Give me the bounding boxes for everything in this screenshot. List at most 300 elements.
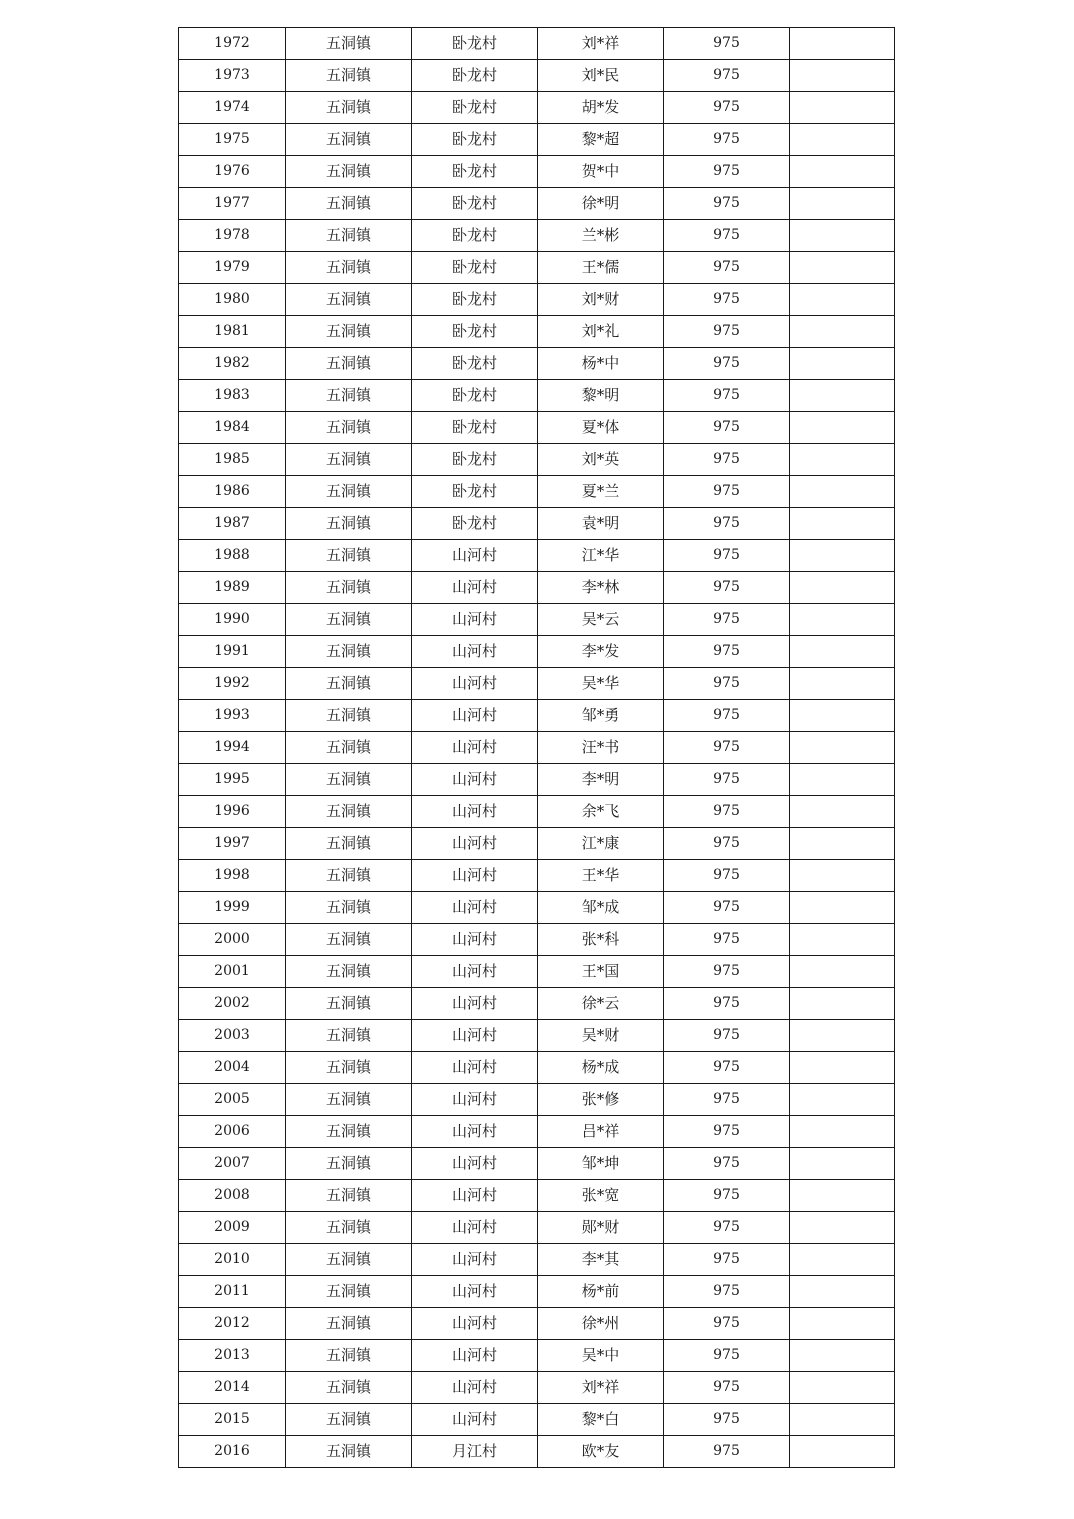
person-name-cell: 王*国: [538, 956, 664, 988]
note-cell: [790, 92, 895, 124]
amount-cell: 975: [664, 796, 790, 828]
amount-cell: 975: [664, 1404, 790, 1436]
town-cell: 五洞镇: [286, 252, 412, 284]
row-number-cell: 2010: [179, 1244, 286, 1276]
person-name-cell: 郧*财: [538, 1212, 664, 1244]
town-cell: 五洞镇: [286, 60, 412, 92]
row-number-cell: 1981: [179, 316, 286, 348]
table-row: [179, 892, 895, 924]
person-name-cell: 刘*财: [538, 284, 664, 316]
note-cell: [790, 380, 895, 412]
note-cell: [790, 348, 895, 380]
note-cell: [790, 732, 895, 764]
row-number-cell: 2002: [179, 988, 286, 1020]
row-number-cell: 1973: [179, 60, 286, 92]
table-row: [179, 668, 895, 700]
person-name-cell: 黎*明: [538, 380, 664, 412]
note-cell: [790, 1116, 895, 1148]
village-cell: 山河村: [412, 892, 538, 924]
note-cell: [790, 572, 895, 604]
person-name-cell: 夏*兰: [538, 476, 664, 508]
person-name-cell: 袁*明: [538, 508, 664, 540]
village-cell: 卧龙村: [412, 316, 538, 348]
amount-cell: 975: [664, 444, 790, 476]
amount-cell: 975: [664, 476, 790, 508]
note-cell: [790, 1084, 895, 1116]
row-number-cell: 1992: [179, 668, 286, 700]
note-cell: [790, 1212, 895, 1244]
person-name-cell: 胡*发: [538, 92, 664, 124]
amount-cell: 975: [664, 284, 790, 316]
row-number-cell: 1982: [179, 348, 286, 380]
row-number-cell: 2008: [179, 1180, 286, 1212]
table-row: [179, 764, 895, 796]
village-cell: 山河村: [412, 1116, 538, 1148]
row-number-cell: 2011: [179, 1276, 286, 1308]
village-cell: 山河村: [412, 572, 538, 604]
row-number-cell: 2001: [179, 956, 286, 988]
person-name-cell: 刘*祥: [538, 1372, 664, 1404]
amount-cell: 975: [664, 1276, 790, 1308]
person-name-cell: 邹*勇: [538, 700, 664, 732]
row-number-cell: 2014: [179, 1372, 286, 1404]
village-cell: 山河村: [412, 1276, 538, 1308]
village-cell: 卧龙村: [412, 380, 538, 412]
note-cell: [790, 988, 895, 1020]
person-name-cell: 徐*云: [538, 988, 664, 1020]
amount-cell: 975: [664, 572, 790, 604]
row-number-cell: 1975: [179, 124, 286, 156]
amount-cell: 975: [664, 412, 790, 444]
town-cell: 五洞镇: [286, 1276, 412, 1308]
table-row: [179, 28, 895, 60]
person-name-cell: 李*明: [538, 764, 664, 796]
table-row: [179, 508, 895, 540]
row-number-cell: 1991: [179, 636, 286, 668]
table-row: [179, 1436, 895, 1468]
table-row: [179, 60, 895, 92]
note-cell: [790, 1308, 895, 1340]
town-cell: 五洞镇: [286, 1052, 412, 1084]
village-cell: 山河村: [412, 1212, 538, 1244]
table-row: [179, 348, 895, 380]
amount-cell: 975: [664, 1436, 790, 1468]
row-number-cell: 1984: [179, 412, 286, 444]
village-cell: 卧龙村: [412, 124, 538, 156]
person-name-cell: 夏*体: [538, 412, 664, 444]
table-row: [179, 1276, 895, 1308]
person-name-cell: 余*飞: [538, 796, 664, 828]
table-row: [179, 700, 895, 732]
village-cell: 山河村: [412, 988, 538, 1020]
amount-cell: 975: [664, 1180, 790, 1212]
village-cell: 山河村: [412, 860, 538, 892]
town-cell: 五洞镇: [286, 284, 412, 316]
note-cell: [790, 220, 895, 252]
row-number-cell: 2004: [179, 1052, 286, 1084]
row-number-cell: 1985: [179, 444, 286, 476]
person-name-cell: 王*儒: [538, 252, 664, 284]
town-cell: 五洞镇: [286, 124, 412, 156]
person-name-cell: 吴*云: [538, 604, 664, 636]
note-cell: [790, 1020, 895, 1052]
town-cell: 五洞镇: [286, 188, 412, 220]
person-name-cell: 杨*成: [538, 1052, 664, 1084]
amount-cell: 975: [664, 988, 790, 1020]
table-row: [179, 796, 895, 828]
table-row: [179, 188, 895, 220]
person-name-cell: 刘*英: [538, 444, 664, 476]
village-cell: 卧龙村: [412, 188, 538, 220]
person-name-cell: 江*华: [538, 540, 664, 572]
table-row: [179, 1148, 895, 1180]
note-cell: [790, 828, 895, 860]
note-cell: [790, 252, 895, 284]
village-cell: 卧龙村: [412, 412, 538, 444]
note-cell: [790, 412, 895, 444]
person-name-cell: 黎*白: [538, 1404, 664, 1436]
town-cell: 五洞镇: [286, 348, 412, 380]
row-number-cell: 1996: [179, 796, 286, 828]
town-cell: 五洞镇: [286, 1372, 412, 1404]
table-row: [179, 956, 895, 988]
table-row: [179, 1404, 895, 1436]
amount-cell: 975: [664, 220, 790, 252]
table-row: [179, 156, 895, 188]
amount-cell: 975: [664, 764, 790, 796]
table-row: [179, 124, 895, 156]
table-row: [179, 444, 895, 476]
person-name-cell: 李*其: [538, 1244, 664, 1276]
village-cell: 月江村: [412, 1436, 538, 1468]
amount-cell: 975: [664, 1244, 790, 1276]
town-cell: 五洞镇: [286, 1180, 412, 1212]
amount-cell: 975: [664, 604, 790, 636]
person-name-cell: 王*华: [538, 860, 664, 892]
amount-cell: 975: [664, 1340, 790, 1372]
table-row: [179, 732, 895, 764]
village-cell: 卧龙村: [412, 252, 538, 284]
village-cell: 卧龙村: [412, 284, 538, 316]
amount-cell: 975: [664, 188, 790, 220]
roster-table: [178, 27, 895, 1468]
person-name-cell: 刘*民: [538, 60, 664, 92]
note-cell: [790, 668, 895, 700]
town-cell: 五洞镇: [286, 1340, 412, 1372]
village-cell: 山河村: [412, 1084, 538, 1116]
note-cell: [790, 188, 895, 220]
person-name-cell: 张*科: [538, 924, 664, 956]
town-cell: 五洞镇: [286, 508, 412, 540]
village-cell: 山河村: [412, 1020, 538, 1052]
row-number-cell: 2013: [179, 1340, 286, 1372]
table-row: [179, 92, 895, 124]
amount-cell: 975: [664, 1020, 790, 1052]
note-cell: [790, 476, 895, 508]
row-number-cell: 1998: [179, 860, 286, 892]
amount-cell: 975: [664, 1212, 790, 1244]
roster-table-body: [179, 28, 895, 1468]
amount-cell: 975: [664, 316, 790, 348]
person-name-cell: 杨*前: [538, 1276, 664, 1308]
note-cell: [790, 124, 895, 156]
town-cell: 五洞镇: [286, 796, 412, 828]
person-name-cell: 刘*祥: [538, 28, 664, 60]
row-number-cell: 2015: [179, 1404, 286, 1436]
village-cell: 卧龙村: [412, 156, 538, 188]
table-row: [179, 1052, 895, 1084]
row-number-cell: 1994: [179, 732, 286, 764]
table-row: [179, 252, 895, 284]
row-number-cell: 1986: [179, 476, 286, 508]
person-name-cell: 吴*中: [538, 1340, 664, 1372]
row-number-cell: 2009: [179, 1212, 286, 1244]
table-row: [179, 636, 895, 668]
village-cell: 山河村: [412, 1244, 538, 1276]
amount-cell: 975: [664, 1308, 790, 1340]
table-row: [179, 1116, 895, 1148]
row-number-cell: 1972: [179, 28, 286, 60]
amount-cell: 975: [664, 956, 790, 988]
town-cell: 五洞镇: [286, 860, 412, 892]
amount-cell: 975: [664, 28, 790, 60]
town-cell: 五洞镇: [286, 764, 412, 796]
row-number-cell: 1978: [179, 220, 286, 252]
row-number-cell: 1979: [179, 252, 286, 284]
table-row: [179, 604, 895, 636]
amount-cell: 975: [664, 540, 790, 572]
village-cell: 山河村: [412, 956, 538, 988]
town-cell: 五洞镇: [286, 316, 412, 348]
note-cell: [790, 796, 895, 828]
note-cell: [790, 316, 895, 348]
table-row: [179, 380, 895, 412]
village-cell: 山河村: [412, 1148, 538, 1180]
town-cell: 五洞镇: [286, 892, 412, 924]
person-name-cell: 刘*礼: [538, 316, 664, 348]
row-number-cell: 1988: [179, 540, 286, 572]
amount-cell: 975: [664, 892, 790, 924]
person-name-cell: 张*修: [538, 1084, 664, 1116]
village-cell: 山河村: [412, 1372, 538, 1404]
amount-cell: 975: [664, 828, 790, 860]
town-cell: 五洞镇: [286, 828, 412, 860]
town-cell: 五洞镇: [286, 444, 412, 476]
town-cell: 五洞镇: [286, 924, 412, 956]
amount-cell: 975: [664, 508, 790, 540]
person-name-cell: 邹*成: [538, 892, 664, 924]
note-cell: [790, 284, 895, 316]
table-row: [179, 476, 895, 508]
person-name-cell: 邹*坤: [538, 1148, 664, 1180]
row-number-cell: 2005: [179, 1084, 286, 1116]
town-cell: 五洞镇: [286, 572, 412, 604]
amount-cell: 975: [664, 348, 790, 380]
village-cell: 山河村: [412, 700, 538, 732]
village-cell: 山河村: [412, 1052, 538, 1084]
village-cell: 卧龙村: [412, 92, 538, 124]
town-cell: 五洞镇: [286, 1308, 412, 1340]
table-row: [179, 572, 895, 604]
town-cell: 五洞镇: [286, 156, 412, 188]
note-cell: [790, 860, 895, 892]
row-number-cell: 1990: [179, 604, 286, 636]
row-number-cell: 1980: [179, 284, 286, 316]
town-cell: 五洞镇: [286, 732, 412, 764]
village-cell: 卧龙村: [412, 444, 538, 476]
note-cell: [790, 28, 895, 60]
note-cell: [790, 60, 895, 92]
amount-cell: 975: [664, 860, 790, 892]
note-cell: [790, 1404, 895, 1436]
village-cell: 卧龙村: [412, 476, 538, 508]
amount-cell: 975: [664, 252, 790, 284]
village-cell: 山河村: [412, 1340, 538, 1372]
town-cell: 五洞镇: [286, 1244, 412, 1276]
person-name-cell: 汪*书: [538, 732, 664, 764]
table-row: [179, 1084, 895, 1116]
row-number-cell: 1983: [179, 380, 286, 412]
table-row: [179, 1180, 895, 1212]
amount-cell: 975: [664, 668, 790, 700]
row-number-cell: 1997: [179, 828, 286, 860]
table-row: [179, 412, 895, 444]
row-number-cell: 1974: [179, 92, 286, 124]
village-cell: 山河村: [412, 636, 538, 668]
village-cell: 山河村: [412, 1308, 538, 1340]
person-name-cell: 李*林: [538, 572, 664, 604]
table-row: [179, 860, 895, 892]
person-name-cell: 贺*中: [538, 156, 664, 188]
note-cell: [790, 636, 895, 668]
note-cell: [790, 1372, 895, 1404]
town-cell: 五洞镇: [286, 1116, 412, 1148]
town-cell: 五洞镇: [286, 28, 412, 60]
town-cell: 五洞镇: [286, 604, 412, 636]
village-cell: 山河村: [412, 732, 538, 764]
note-cell: [790, 700, 895, 732]
village-cell: 山河村: [412, 1180, 538, 1212]
table-row: [179, 220, 895, 252]
person-name-cell: 李*发: [538, 636, 664, 668]
amount-cell: 975: [664, 60, 790, 92]
note-cell: [790, 1180, 895, 1212]
note-cell: [790, 764, 895, 796]
person-name-cell: 欧*友: [538, 1436, 664, 1468]
note-cell: [790, 1244, 895, 1276]
town-cell: 五洞镇: [286, 540, 412, 572]
row-number-cell: 2016: [179, 1436, 286, 1468]
town-cell: 五洞镇: [286, 956, 412, 988]
village-cell: 山河村: [412, 540, 538, 572]
row-number-cell: 2012: [179, 1308, 286, 1340]
town-cell: 五洞镇: [286, 220, 412, 252]
note-cell: [790, 924, 895, 956]
town-cell: 五洞镇: [286, 636, 412, 668]
table-row: [179, 1020, 895, 1052]
row-number-cell: 1999: [179, 892, 286, 924]
note-cell: [790, 508, 895, 540]
table-row: [179, 316, 895, 348]
person-name-cell: 兰*彬: [538, 220, 664, 252]
table-row: [179, 284, 895, 316]
note-cell: [790, 1276, 895, 1308]
village-cell: 卧龙村: [412, 60, 538, 92]
row-number-cell: 2006: [179, 1116, 286, 1148]
amount-cell: 975: [664, 124, 790, 156]
table-row: [179, 1372, 895, 1404]
village-cell: 山河村: [412, 604, 538, 636]
note-cell: [790, 956, 895, 988]
note-cell: [790, 444, 895, 476]
note-cell: [790, 1340, 895, 1372]
person-name-cell: 黎*超: [538, 124, 664, 156]
person-name-cell: 杨*中: [538, 348, 664, 380]
village-cell: 卧龙村: [412, 348, 538, 380]
town-cell: 五洞镇: [286, 476, 412, 508]
note-cell: [790, 604, 895, 636]
town-cell: 五洞镇: [286, 92, 412, 124]
row-number-cell: 1989: [179, 572, 286, 604]
village-cell: 山河村: [412, 1404, 538, 1436]
person-name-cell: 江*康: [538, 828, 664, 860]
note-cell: [790, 892, 895, 924]
row-number-cell: 2007: [179, 1148, 286, 1180]
note-cell: [790, 156, 895, 188]
amount-cell: 975: [664, 636, 790, 668]
table-row: [179, 1308, 895, 1340]
note-cell: [790, 1148, 895, 1180]
town-cell: 五洞镇: [286, 700, 412, 732]
village-cell: 卧龙村: [412, 508, 538, 540]
amount-cell: 975: [664, 92, 790, 124]
row-number-cell: 1977: [179, 188, 286, 220]
table-row: [179, 924, 895, 956]
village-cell: 山河村: [412, 828, 538, 860]
row-number-cell: 2003: [179, 1020, 286, 1052]
town-cell: 五洞镇: [286, 1436, 412, 1468]
row-number-cell: 1993: [179, 700, 286, 732]
amount-cell: 975: [664, 1116, 790, 1148]
town-cell: 五洞镇: [286, 668, 412, 700]
person-name-cell: 吕*祥: [538, 1116, 664, 1148]
row-number-cell: 1976: [179, 156, 286, 188]
person-name-cell: 徐*明: [538, 188, 664, 220]
row-number-cell: 2000: [179, 924, 286, 956]
town-cell: 五洞镇: [286, 380, 412, 412]
person-name-cell: 吴*华: [538, 668, 664, 700]
amount-cell: 975: [664, 924, 790, 956]
amount-cell: 975: [664, 1372, 790, 1404]
town-cell: 五洞镇: [286, 1148, 412, 1180]
village-cell: 山河村: [412, 924, 538, 956]
town-cell: 五洞镇: [286, 1020, 412, 1052]
amount-cell: 975: [664, 1052, 790, 1084]
note-cell: [790, 540, 895, 572]
town-cell: 五洞镇: [286, 412, 412, 444]
note-cell: [790, 1436, 895, 1468]
note-cell: [790, 1052, 895, 1084]
table-row: [179, 988, 895, 1020]
town-cell: 五洞镇: [286, 1084, 412, 1116]
table-row: [179, 1340, 895, 1372]
village-cell: 山河村: [412, 764, 538, 796]
village-cell: 山河村: [412, 796, 538, 828]
row-number-cell: 1987: [179, 508, 286, 540]
amount-cell: 975: [664, 700, 790, 732]
person-name-cell: 张*宽: [538, 1180, 664, 1212]
town-cell: 五洞镇: [286, 1212, 412, 1244]
